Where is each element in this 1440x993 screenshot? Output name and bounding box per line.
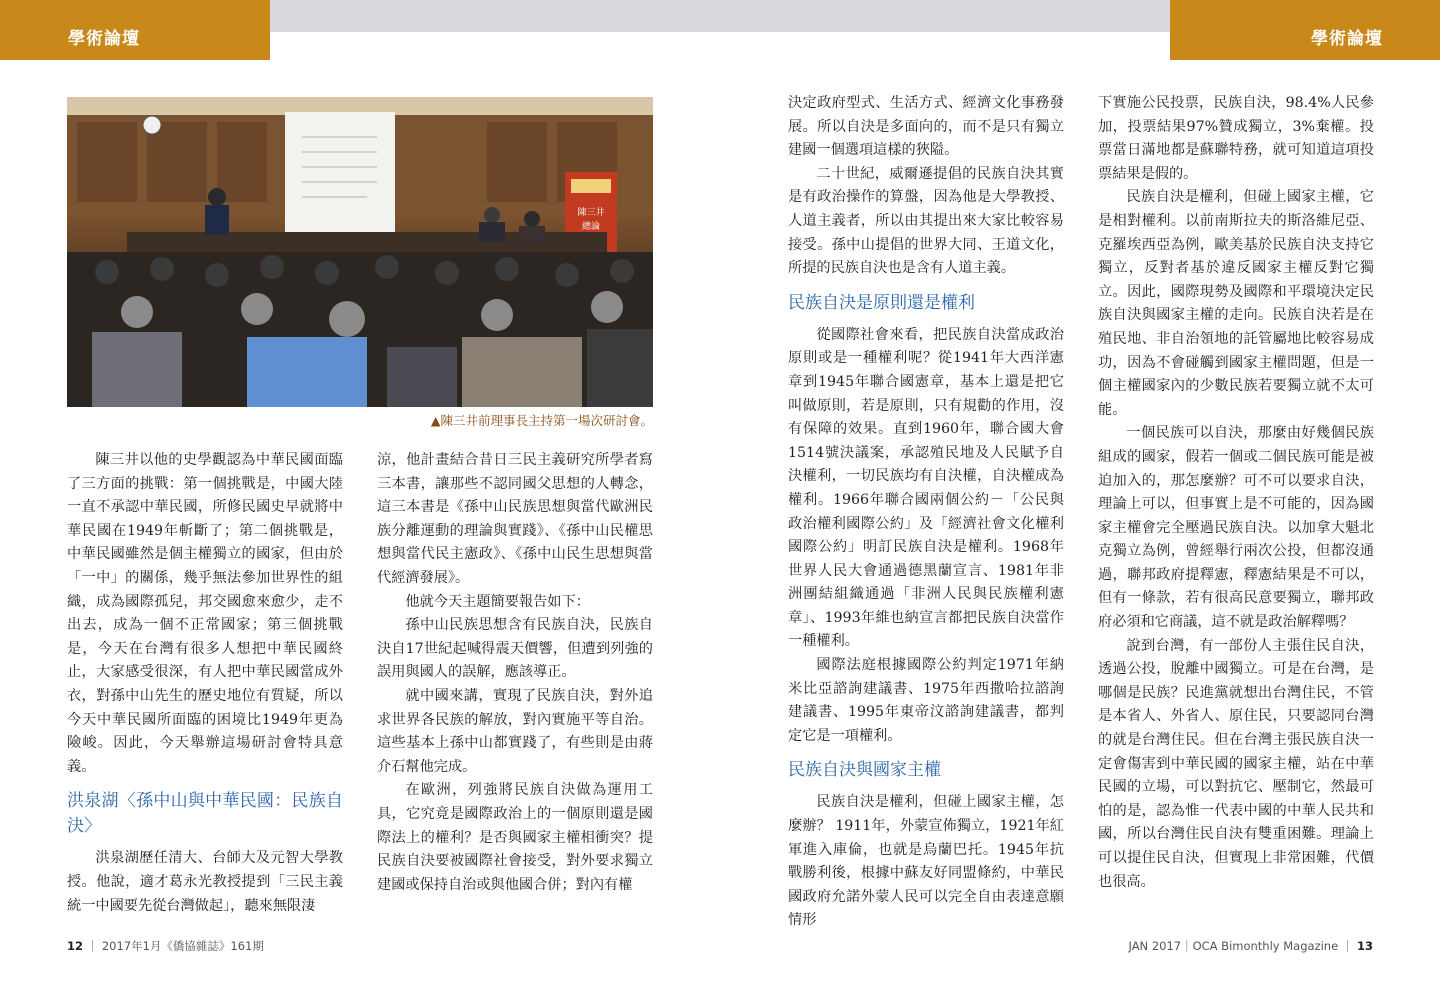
col3-paragraph-2: 二十世紀，威爾遜提倡的民族自決其實是有政治操作的算盤，因為他是大學教授、人道主義者，所以由其提出來大家比較容易接受。孫中山提倡的世界大同、王道文化，所提的民族自決也是含有人道主義。 [788,165,1064,277]
col3-paragraph-3: 從國際社會來看，把民族自決當成政治原則或是一種權利呢？從1941年大西洋憲章到1945年聯合國憲章，基本上還是把它叫做原則，若是原則，只有規勸的作用，沒有保障的效果。直到1960年，聯合國大會1514號決議案，承認殖民地及人民賦予自決權利，一切民族均有自決權，自決權成為權利。1966年聯合國兩個公約－「公民與政治權利國際公約」及「經濟社會文化權利國際公約」明訂民族自決是權利。1968年世界人民大會通過德黑蘭宣言、1981年非洲團結組織通過「非洲人民與民族權利憲章」、1993年維也納宣言都把民族自決當作一種權利。 [788,326,1064,650]
col4-paragraph-2: 民族自決是權利，但碰上國家主權，它是相對權利。以前南斯拉夫的斯洛維尼亞、克羅埃西亞為例，歐美基於民族自決支持它獨立，反對者基於違反國家主權反對它獨立。因此，國際現勢及國際和平環境決定民族自決與國家主權的走向。民族自決若是在殖民地、非自治領地的託管屬地比較容易成功，因為不會碰觸到國家主權問題，但是一個主權國家內的少數民族若要獨立就不太可能。 [1098,189,1374,418]
footer-right-text: JAN 2017｜OCA Bimonthly Magazine [1128,939,1339,953]
col4-paragraph-4: 說到台灣，有一部份人主張住民自決，透過公投，脫離中國獨立。可是在台灣，是哪個是民族？民進黨就想出台灣住民，不管是本省人、外省人、原住民，只要認同台灣的就是台灣住民。但在台灣主張民族自決一定會傷害到中華民國的國家主權，站在中華民國的立場，可以對抗它、壓制它，然最可怕的是，認為惟一代表中國的中華人民共和國，所以台灣住民自決有雙重困難。理論上可以提住民自決，但實現上非常困難，代價也很高。 [1098,637,1374,890]
footer-right [1129,938,1374,954]
col1-paragraph-2: 洪泉湖歷任清大、台師大及元智大學教授。他說，適才葛永光教授提到「三民主義統一中國要先從台灣做起」，聽來無限淒 [67,850,343,914]
col2-paragraph-1: 涼，他計畫結合昔日三民主義研究所學者寫三本書，讓那些不認同國父思想的人轉念，這三本書是《孫中山民族思想與當代歐洲民族分離運動的理論與實踐》、《孫中山民權思想與當代民主憲政》、《孫中山民生思想與當代經濟發展》。 [377,452,653,586]
col2-paragraph-5: 在歐洲，列強將民族自決做為運用工具，它究竟是國際政治上的一個原則還是國際法上的權利？是否與國家主權相衝突？提民族自決要被國際社會接受，對外要求獨立建國或保持自治或與他國合併；對內有權 [377,782,653,893]
footer-separator-left: ｜ [86,939,102,953]
section-label-left: 學術論壇 [68,29,140,49]
header-gray-strip [270,0,1170,32]
conference-photo-illustration [67,97,653,407]
banner-line-2: 總論 [581,222,601,232]
column-1 [67,449,343,918]
header-white-band [270,32,1170,60]
col2-paragraph-3: 孫中山民族思想含有民族自決，民族自決自17世紀起喊得震天價響，但遭到列強的誤用與國人的誤解，應該導正。 [377,617,653,681]
page-number-right: 13 [1356,939,1373,953]
col4-paragraph-3: 一個民族可以自決，那麼由好幾個民族組成的國家，假若一個或二個民族可能是被迫加入的，那怎麼辦？可不可以要求自決，理論上可以，但事實上是不可能的，因為國家主權會完全壓過民族自決。以加拿大魁北克獨立為例，曾經舉行兩次公投，但都沒通過，聯邦政府提釋憲，釋憲結果是不可以，但有一條款，若有很高民意要獨立，聯邦政府必須和它商議，這不就是政治解釋嗎？ [1098,425,1374,631]
column-4 [1098,92,1374,894]
col2-paragraph-4: 就中國來講，實現了民族自決，對外追求世界各民族的解放，對內實施平等自治。這些基本上孫中山都實踐了，有些則是由蔣介石幫他完成。 [377,687,653,775]
col1-heading: 洪泉湖〈孫中山與中華民國：民族自決〉 [67,791,343,837]
col3-heading-1: 民族自決是原則還是權利 [788,292,975,313]
photo-caption: ▲陳三井前理事長主持第一場次研討會。 [430,413,653,428]
banner-line-1: 陳三井 [577,208,605,218]
conference-photo [67,97,653,407]
column-2 [377,449,653,897]
col3-paragraph-4: 國際法庭根據國際公約判定1971年納米比亞諮詢建議書、1975年西撒哈拉諮詢建議書、1995年東帝汶諮詢建議書，都判定它是一項權利。 [788,657,1064,744]
footer-left-text: 2017年1月《僑協雜誌》161期 [101,939,264,953]
col4-paragraph-1: 下實施公民投票，民族自決，98.4%人民參加，投票結果97%贊成獨立，3%棄權。投票當日滿地都是蘇聯特務，就可知道這項投票結果是假的。 [1098,95,1374,182]
col3-paragraph-5: 民族自決是權利，但碰上國家主權，怎麼辦？ 1911年，外蒙宣佈獨立，1921年紅軍進入庫倫，也就是烏蘭巴托。1945年抗戰勝利後，根據中蘇友好同盟條約，中華民國政府允諾外蒙人民可以完全自由表達意願情形 [788,794,1064,929]
header-right-tab [1170,0,1230,60]
footer-separator-right: ｜ [1341,939,1357,953]
page-number-left: 12 [67,939,84,953]
section-label-right: 學術論壇 [1311,29,1383,49]
col2-paragraph-2: 他就今天主題簡要報告如下： [405,593,590,610]
col1-paragraph-1: 陳三井以他的史學觀認為中華民國面臨了三方面的挑戰：第一個挑戰是，中國大陸一直不承認中華民國，所修民國史早就將中華民國在1949年斬斷了；第二個挑戰是，中華民國雖然是個主權獨立的國家，但由於「一中」的關係，幾乎無法參加世界性的組織，成為國際孤兒，邦交國愈來愈少，走不出去，成為一個不正常國家；第三個挑戰是，今天在台灣有很多人想把中華民國終止，大家感受很深，有人把中華民國當成外衣，對孫中山先生的歷史地位有質疑，所以今天中華民國所面臨的困境比1949年更為險峻。因此，今天舉辦這場研討會特具意義。 [67,452,343,775]
col3-paragraph-1: 決定政府型式、生活方式、經濟文化事務發展。所以自決是多面向的，而不是只有獨立建國一個選項這樣的狹隘。 [788,95,1064,159]
footer-left [67,938,264,954]
column-3 [788,92,1064,933]
col3-heading-2: 民族自決與國家主權 [788,760,941,781]
header-left-tab [210,0,270,60]
